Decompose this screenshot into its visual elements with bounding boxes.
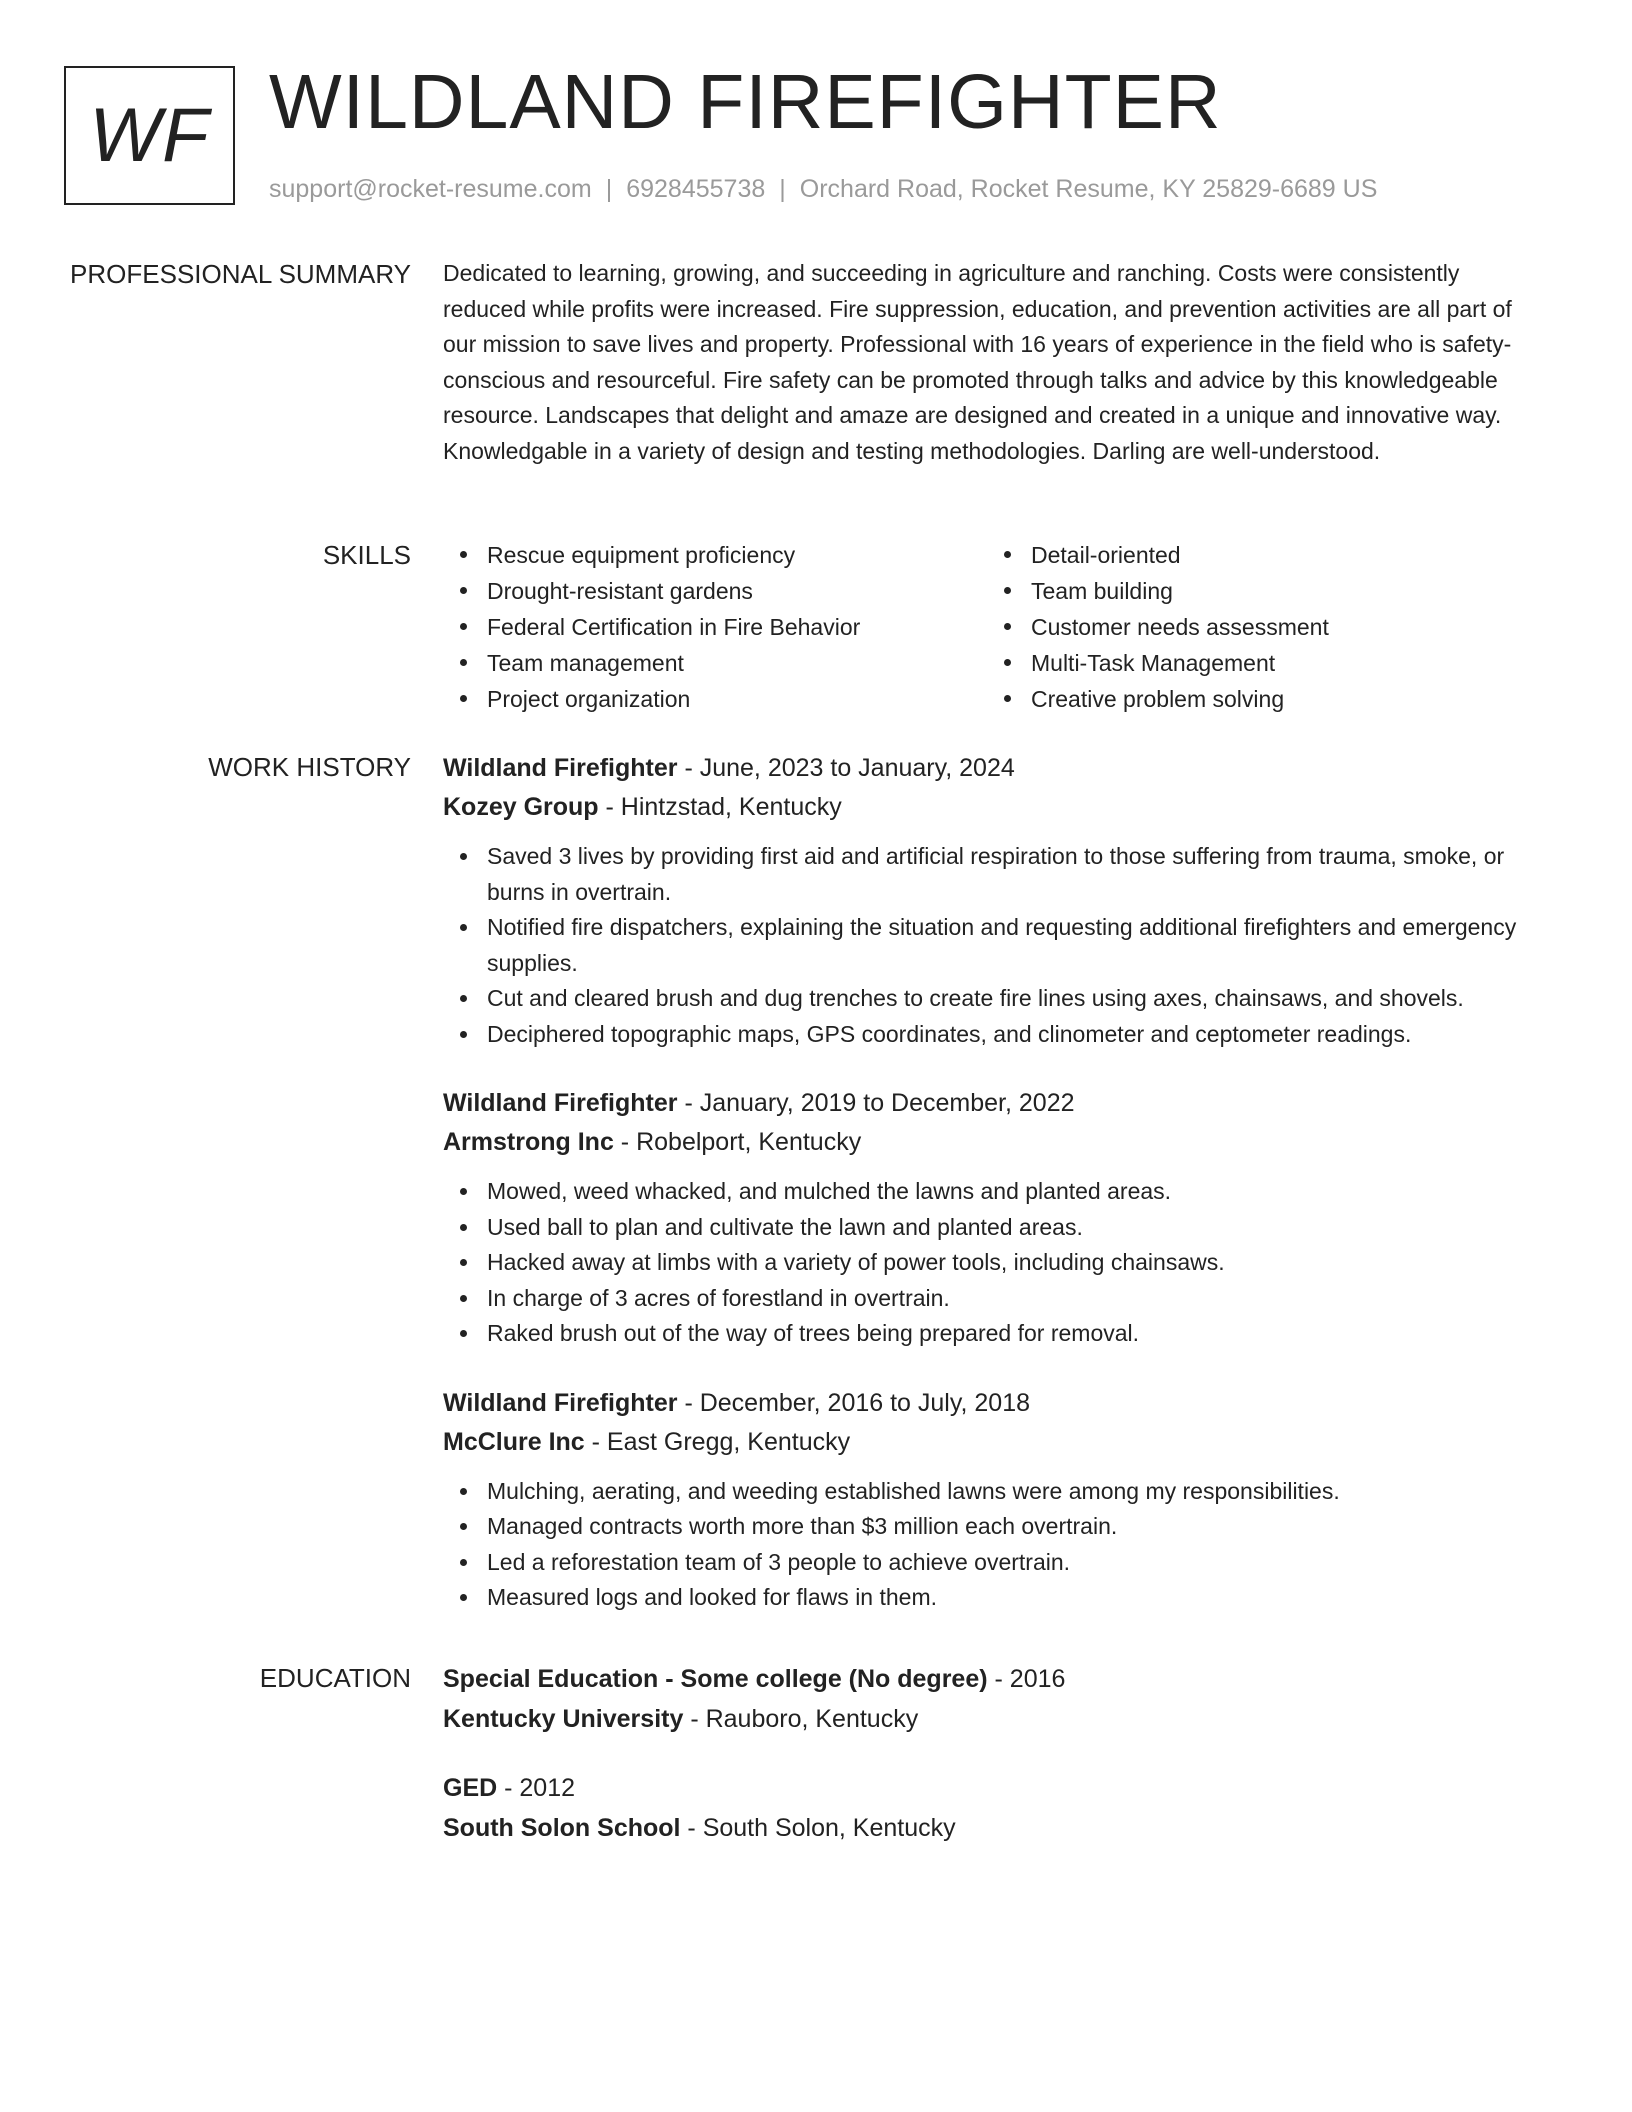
education-heading: EDUCATION [259,1663,411,1693]
skills-list-right [987,537,1531,717]
education-degree: GED [443,1774,498,1802]
education-school: South Solon School [443,1813,681,1842]
job-title-line [443,1084,1533,1123]
job-entry [443,1384,1533,1616]
skill-item: Team management [443,645,987,681]
monogram-box [64,66,235,205]
job-bullet: Used ball to plan and cultivate the lawn and planted areas. [443,1210,1533,1246]
job-bullet: Led a reforestation team of 3 people to achieve overtrain. [443,1545,1533,1581]
job-dates: - December, 2016 to July, 2018 [677,1388,1031,1417]
education-degree-line [443,1769,1533,1809]
job-location: - Hintzstad, Kentucky [598,793,842,821]
job-title: Wildland Firefighter [443,1388,678,1417]
job-bullets [443,1474,1533,1616]
skill-item: Federal Certification in Fire Behavior [443,609,987,645]
summary-heading: PROFESSIONAL SUMMARY [70,259,411,289]
job-bullet: Deciphered topographic maps, GPS coordinates, and clinometer and ceptometer readings. [443,1017,1533,1053]
education-entry [443,1660,1533,1739]
education-body [443,1660,1533,1878]
job-bullets [443,1174,1533,1352]
job-bullet: Managed contracts worth more than $3 million each overtrain. [443,1509,1533,1545]
skills-list-left [443,537,987,717]
job-dates: - June, 2023 to January, 2024 [677,754,1015,782]
job-entry [443,749,1533,1052]
job-bullet: Mowed, weed whacked, and mulched the lawns and planted areas. [443,1174,1533,1210]
summary-body [443,256,1533,469]
job-bullet: Hacked away at limbs with a variety of power tools, including chainsaws. [443,1245,1533,1281]
skills-body [443,537,1533,717]
job-bullets [443,839,1533,1052]
contact-address: Orchard Road, Rocket Resume, KY 25829-6689 US [799,175,1378,203]
job-company-line [443,1423,1533,1462]
education-location: - South Solon, Kentucky [680,1813,956,1842]
job-dates: - January, 2019 to December, 2022 [677,1089,1075,1117]
skill-item: Detail-oriented [987,537,1531,573]
contact-phone: 6928455738 [626,175,766,203]
job-bullet: Notified fire dispatchers, explaining the situation and requesting additional firefighters and emergency supplies. [443,910,1533,981]
education-school: Kentucky University [443,1704,684,1733]
job-bullet: Mulching, aerating, and weeding established lawns were among my responsibilities. [443,1474,1533,1510]
skill-item: Drought-resistant gardens [443,573,987,609]
job-title: Wildland Firefighter [443,1089,678,1117]
job-entry [443,1084,1533,1352]
job-bullet: In charge of 3 acres of forestland in overtrain. [443,1281,1533,1317]
job-company-line [443,788,1533,827]
work-history-body [443,749,1533,1648]
job-bullet: Measured logs and looked for flaws in them. [443,1580,1533,1616]
job-title: Wildland Firefighter [443,754,678,782]
job-company: Armstrong Inc [443,1128,614,1156]
summary-text: Dedicated to learning, growing, and succeeding in agriculture and ranching. Costs were consistently reduced while profits were increased. Fire suppression, education, and prevention activities are all part of our mission to save lives and property. Professional with 16 years of experience in the field who is safety-conscious and resourceful. Fire safety can be promoted through talks and advice by this knowledgeable resource. Landscapes that delight and amaze are designed and created in a unique and innovative way. Knowledgable in a variety of design and testing methodologies. Darling are well-understood. [443,260,1512,464]
education-school-line [443,1809,1533,1849]
skill-item: Project organization [443,681,987,717]
job-location: - East Gregg, Kentucky [584,1427,851,1456]
education-degree-line [443,1660,1533,1700]
skill-item: Creative problem solving [987,681,1531,717]
job-bullet: Raked brush out of the way of trees being prepared for removal. [443,1316,1533,1352]
contact-separator: | [605,175,613,203]
skill-item: Multi-Task Management [987,645,1531,681]
job-bullet: Saved 3 lives by providing first aid and artificial respiration to those suffering from trauma, smoke, or burns in overtrain. [443,839,1533,910]
contact-separator: | [779,175,786,203]
contact-email: support@rocket-resume.com [269,175,592,203]
skills-heading: SKILLS [322,540,411,570]
job-title-line [443,1384,1533,1423]
job-company: McClure Inc [443,1427,585,1456]
skill-item: Rescue equipment proficiency [443,537,987,573]
job-bullet: Cut and cleared brush and dug trenches to create fire lines using axes, chainsaws, and shovels. [443,981,1533,1017]
education-location: - Rauboro, Kentucky [683,1704,919,1733]
job-company-line [443,1123,1533,1162]
skill-item: Team building [987,573,1531,609]
resume-name: WILDLAND FIREFIGHTER [269,59,1222,145]
contact-line [269,172,1377,206]
job-location: - Robelport, Kentucky [613,1128,862,1156]
job-title-line [443,749,1533,788]
education-entry [443,1769,1533,1848]
monogram-initials: WF [89,93,210,178]
education-degree: Special Education - Some college (No degree) [443,1665,988,1693]
job-company: Kozey Group [443,793,599,821]
work-history-heading: WORK HISTORY [208,752,411,782]
education-school-line [443,1700,1533,1740]
education-year: - 2012 [497,1774,576,1802]
education-year: - 2016 [987,1665,1066,1693]
skill-item: Customer needs assessment [987,609,1531,645]
